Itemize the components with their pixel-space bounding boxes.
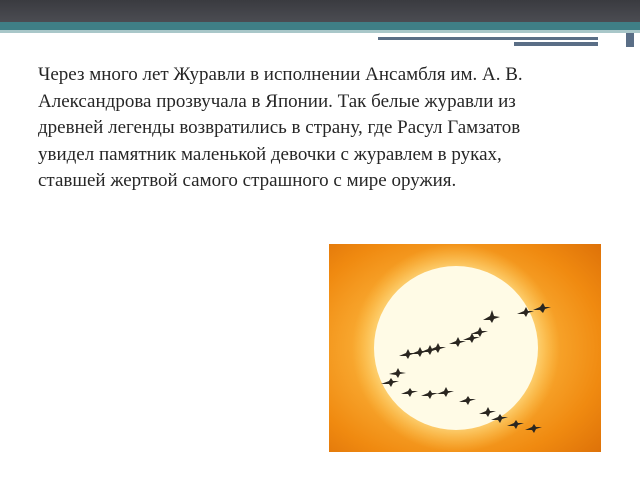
header-teal-band: [0, 22, 640, 30]
cranes-sunset-photo: [329, 244, 601, 452]
cranes-flying-over-sun-image: [329, 244, 601, 452]
header-accent-line: [378, 37, 598, 40]
sun-disc: [374, 266, 538, 430]
header-accent-corner: [626, 33, 634, 47]
header-dark-band: [0, 0, 640, 22]
slide-body-text: Через много лет Журавли в исполнении Ансамбля им. А. В. Александрова прозвучала в Японии. Так белые журавли из древней легенды возвратились в страну, где Расул Гамзатов увидел памятник маленькой девочки с журавлем в руках, ставшей жертвой самого страшного с мире оружия.: [38, 64, 523, 191]
header-pale-band: [0, 30, 640, 33]
header-accent-line-short: [514, 42, 598, 46]
